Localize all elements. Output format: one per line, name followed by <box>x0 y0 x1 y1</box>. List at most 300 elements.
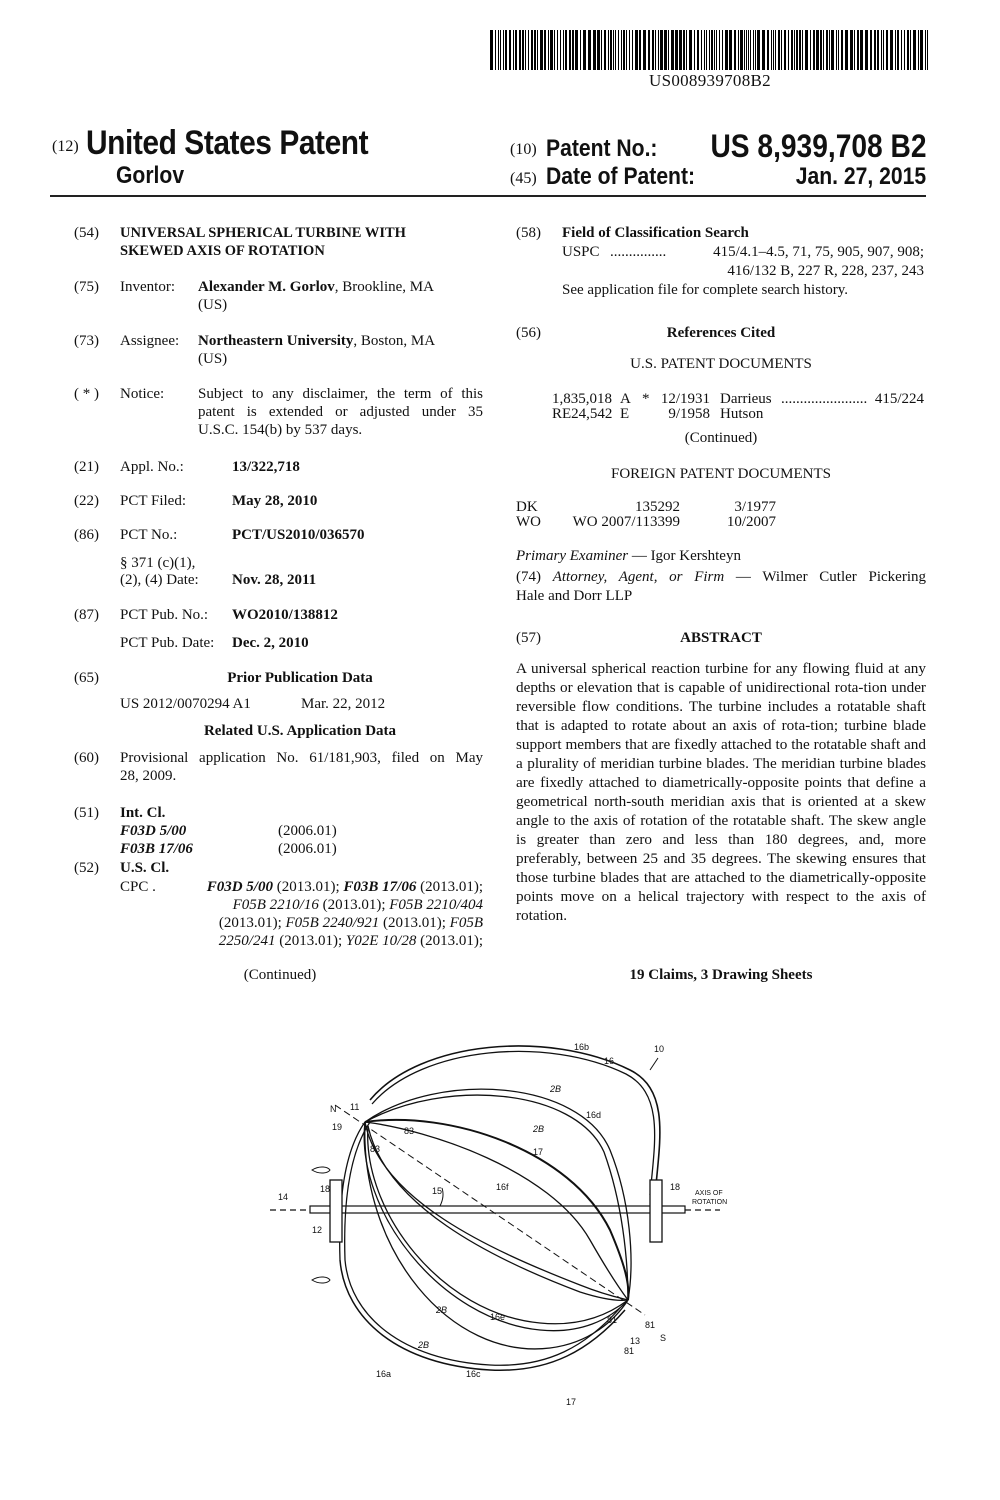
blade-16f <box>365 1122 628 1300</box>
barcode-bar <box>746 30 747 70</box>
barcode-bar <box>604 30 606 70</box>
doc-code: (12) <box>52 138 79 155</box>
cpc-prefix: CPC . <box>120 879 156 895</box>
field-code: (58) <box>516 225 541 241</box>
barcode-bar <box>509 30 511 70</box>
patent-title-line2: SKEWED AXIS OF ROTATION <box>120 243 325 259</box>
barcode-bar <box>826 30 828 70</box>
barcode-bar <box>709 30 710 70</box>
label-19: 19 <box>332 1122 343 1132</box>
barcode-bar <box>689 30 692 70</box>
intcl-version: (2006.01) <box>278 841 337 857</box>
barcode-bar <box>601 30 602 70</box>
barcode-bar <box>575 30 578 70</box>
field-heading: Field of Classification Search <box>562 225 749 241</box>
barcode-bar <box>802 30 803 70</box>
cpc-class: F03B 17/06 <box>343 879 417 895</box>
pct-pub-code: (87) <box>74 607 99 623</box>
barcode-bar <box>537 30 538 70</box>
barcode-bar <box>799 30 801 70</box>
barcode-bar <box>565 30 567 70</box>
barcode-bar <box>500 30 501 70</box>
barcode-bar <box>613 30 614 70</box>
barcode-bar <box>711 30 713 70</box>
us-doc-date: 12/1931 <box>660 391 710 407</box>
shaft <box>310 1206 685 1213</box>
cpc-line2 <box>120 897 483 914</box>
barcode-bar <box>593 30 596 70</box>
barcode-bar <box>621 30 622 70</box>
barcode-bar <box>722 30 723 70</box>
foreign-doc-number: 135292 <box>635 499 680 515</box>
barcode-bar <box>925 30 926 70</box>
inventor-surname: Gorlov <box>116 162 185 189</box>
cpc-line3 <box>120 915 483 932</box>
refs-code: (56) <box>516 325 541 341</box>
label-16c: 16c <box>466 1369 481 1379</box>
notice-code: ( * ) <box>74 386 99 402</box>
patent-no-label: Patent No.: <box>546 135 658 162</box>
barcode-bar <box>877 30 879 70</box>
foreign-doc-country: DK <box>516 499 538 515</box>
barcode-bar <box>610 30 612 70</box>
uscl-label: U.S. Cl. <box>120 860 170 876</box>
barcode-bar <box>781 30 782 70</box>
label-2b: 2B <box>533 1124 545 1134</box>
barcode-bar <box>643 30 646 70</box>
us-docs-heading: U.S. PATENT DOCUMENTS <box>630 356 812 372</box>
label-81: 81 <box>624 1346 635 1356</box>
barcode-bar <box>748 30 749 70</box>
label-16: 16 <box>604 1056 615 1066</box>
refs-heading: References Cited <box>666 325 776 341</box>
label-16e: 16e <box>490 1312 506 1322</box>
barcode-bar <box>767 30 769 70</box>
barcode-bar <box>860 30 863 70</box>
label-s: S <box>660 1333 667 1343</box>
attorney-firm-line1: Wilmer Cutler Pickering <box>762 569 926 585</box>
cpc-class: F05B <box>449 915 483 931</box>
blade-16a <box>340 1260 625 1370</box>
pct-no-code: (86) <box>74 527 99 543</box>
barcode-bar <box>865 30 868 70</box>
barcode-bar <box>740 30 743 70</box>
us-doc-number: 1,835,018 <box>552 391 612 407</box>
barcode-bar <box>775 30 776 70</box>
inventor-code: (75) <box>74 279 99 295</box>
label-83: 83 <box>404 1126 415 1136</box>
date-code: (45) <box>510 170 537 187</box>
barcode-bar <box>540 30 543 70</box>
barcode-bar <box>554 30 555 70</box>
barcode-bar <box>788 30 789 70</box>
uspc-label: USPC <box>562 244 600 260</box>
label-16b: 16b <box>574 1042 590 1052</box>
doc-type: United States Patent <box>86 124 369 162</box>
assignee-location: , Boston, MA <box>353 333 436 349</box>
label-11: 11 <box>350 1102 360 1112</box>
label-2b: 2B <box>436 1305 448 1315</box>
barcode-bar <box>513 30 514 70</box>
us-doc-name: Hutson <box>720 406 764 422</box>
us-doc-star: * <box>642 391 650 407</box>
barcode-bar <box>757 30 760 70</box>
uspc-line2: 416/132 B, 227 R, 228, 237, 243 <box>727 263 924 279</box>
provisional-line1: Provisional application No. 61/181,903, filed on May <box>120 750 483 766</box>
barcode-bar <box>668 30 669 70</box>
cpc-version: (2013.01); <box>416 879 483 895</box>
label-18: 18 <box>320 1184 331 1194</box>
barcode-bar <box>920 30 923 70</box>
barcode-bar <box>918 30 919 70</box>
barcode-bar <box>531 30 533 70</box>
foreign-doc-country: WO <box>516 514 541 530</box>
barcode-bar <box>490 30 493 70</box>
barcode-bar <box>664 30 667 70</box>
pct-filed-date: May 28, 2010 <box>232 493 318 509</box>
barcode-bar <box>901 30 902 70</box>
barcode-bar <box>704 30 705 70</box>
barcode-bar <box>706 30 707 70</box>
date-label: Date of Patent: <box>546 163 696 190</box>
barcode-bar <box>729 30 732 70</box>
abstract-code: (57) <box>516 630 541 646</box>
barcode-bar <box>563 30 564 70</box>
assignee-code: (73) <box>74 333 99 349</box>
barcode-bar <box>701 30 702 70</box>
barcode-bar <box>927 30 928 70</box>
prior-heading: Prior Publication Data <box>227 670 373 686</box>
barcode-bar <box>762 30 765 70</box>
barcode-bar <box>534 30 536 70</box>
label-15: 15 <box>432 1186 443 1196</box>
barcode-bar <box>503 30 504 70</box>
examiner-sep: — <box>628 548 651 564</box>
barcode-bar <box>886 30 888 70</box>
barcode-bar <box>719 30 720 70</box>
patent-date: Jan. 27, 2015 <box>795 163 926 190</box>
label-14: 14 <box>278 1192 289 1202</box>
blade-16e <box>365 1122 628 1300</box>
barcode-bar <box>831 30 834 70</box>
us-doc-date: 9/1958 <box>668 406 710 422</box>
inventor-label: Inventor: <box>120 279 175 295</box>
notice-line3: U.S.C. 154(b) by 537 days. <box>198 422 363 438</box>
barcode-bar <box>515 30 517 70</box>
barcode-bar <box>588 30 591 70</box>
intcl-class: F03D 5/00 <box>120 823 187 839</box>
barcode-bar <box>895 30 896 70</box>
barcode-bar <box>557 30 558 70</box>
barcode-bar <box>583 30 586 70</box>
related-heading: Related U.S. Application Data <box>203 723 397 739</box>
barcode-bar <box>498 30 499 70</box>
us-doc-dots: ....................... <box>781 391 868 407</box>
pct-pub-date-label: PCT Pub. Date: <box>120 635 215 651</box>
barcode-bar <box>495 30 496 70</box>
barcode-bar <box>725 30 728 70</box>
attorney-code: (74) <box>516 569 553 585</box>
us-doc-number: RE24,542 <box>552 406 613 422</box>
barcode-bar <box>686 30 687 70</box>
barcode <box>490 30 930 70</box>
examiner-label: Primary Examiner <box>516 548 629 564</box>
uscl-code: (52) <box>74 860 99 876</box>
prior-publication: US 2012/0070294 A1 <box>120 696 251 712</box>
barcode-bar <box>881 30 882 70</box>
inventor-location: , Brookline, MA <box>334 279 434 295</box>
label-rotation: ROTATION <box>692 1199 728 1206</box>
notice-line2: patent is extended or adjusted under 35 <box>198 404 483 420</box>
cpc-version: (2013.01); <box>416 933 483 949</box>
notice-line1: Subject to any disclaimer, the term of this <box>198 386 483 402</box>
barcode-bar <box>850 30 853 70</box>
barcode-bar <box>816 30 819 70</box>
header-rule <box>50 195 926 197</box>
cpc-version: (2013.01); <box>275 933 346 949</box>
label-2b: 2B <box>550 1084 562 1094</box>
barcode-bar <box>744 30 745 70</box>
barcode-bar <box>755 30 756 70</box>
barcode-bar <box>870 30 872 70</box>
label-16a: 16a <box>376 1369 392 1379</box>
left-continued: (Continued) <box>243 967 317 983</box>
barcode-bar <box>697 30 699 70</box>
label-81: 81 <box>607 1315 618 1325</box>
label-17: 17 <box>533 1147 544 1157</box>
barcode-bar <box>857 30 859 70</box>
s371-label-line1: § 371 (c)(1), <box>120 555 196 571</box>
label-18: 18 <box>670 1182 681 1192</box>
barcode-bar <box>784 30 786 70</box>
label-83: 83 <box>370 1144 381 1154</box>
barcode-bar <box>845 30 848 70</box>
us-docs-continued: (Continued) <box>684 430 758 446</box>
hub-right <box>650 1180 662 1242</box>
intcl-class: F03B 17/06 <box>120 841 193 857</box>
pct-filed-label: PCT Filed: <box>120 493 186 509</box>
s371-date: Nov. 28, 2011 <box>232 572 317 588</box>
pct-number: PCT/US2010/036570 <box>232 527 365 543</box>
title-code: (54) <box>74 225 99 241</box>
us-doc-class: 415/224 <box>874 391 924 407</box>
label-2b: 2B <box>418 1340 430 1350</box>
patent-number: US 8,939,708 B2 <box>709 128 926 164</box>
barcode-bar <box>794 30 795 70</box>
barcode-bar <box>597 30 600 70</box>
barcode-bar <box>671 30 674 70</box>
barcode-bar <box>829 30 830 70</box>
foreign-doc-date: 3/1977 <box>734 499 776 515</box>
cpc-class: Y02E 10/28 <box>345 933 417 949</box>
label-16d: 16d <box>586 1110 602 1120</box>
barcode-bar <box>791 30 793 70</box>
barcode-bar <box>773 30 774 70</box>
barcode-bar <box>890 30 893 70</box>
label-17: 17 <box>566 1397 577 1407</box>
barcode-bar <box>569 30 571 70</box>
barcode-bar <box>753 30 754 70</box>
notice-label: Notice: <box>120 386 165 402</box>
barcode-bar <box>648 30 650 70</box>
us-doc-kind: A <box>620 391 631 407</box>
barcode-bar <box>660 30 663 70</box>
intcl-version: (2006.01) <box>278 823 337 839</box>
barcode-bar <box>771 30 772 70</box>
barcode-bar <box>813 30 815 70</box>
barcode-bar <box>544 30 546 70</box>
barcode-bar <box>836 30 837 70</box>
barcode-bar <box>716 30 717 70</box>
barcode-bar <box>904 30 905 70</box>
barcode-bar <box>629 30 630 70</box>
blade-17 <box>365 1120 628 1300</box>
barcode-bar <box>738 30 739 70</box>
barcode-bar <box>548 30 549 70</box>
turbine-drawing <box>250 1030 750 1407</box>
barcode-bar <box>734 30 736 70</box>
barcode-bar <box>820 30 822 70</box>
inventor-value <box>198 279 434 296</box>
abstract-text: A universal spherical reaction turbine for any flowing fluid at any depths or elevation that is capable of unidirectional rota-tion under reversible flow conditions. The turbine includes a rotatable shaft that is adapted to rotate about an axis of rota-tion; turbine blade support members that are fixedly attached to the rotatable shaft and a plurality of meridian turbine blades. The meridian turbine blades are fixedly attached to diametrically-opposite points that define a geometrical north-south meridian axis that is oriented at a skew angle to the axis of rotation of the rotatable shaft. The skew angle is greater than zero and less than 180 degrees, and, more preferably, between 25 and 35 degrees. The skewing ensures that those turbine blades that are attached to the diametrically-opposite points move on a helical trajectory with respect to the axis of rotation. <box>516 660 926 924</box>
uspc-dots: ............... <box>610 244 667 260</box>
barcode-bar <box>679 30 682 70</box>
cpc-class: F05B 2210/404 <box>389 897 483 913</box>
barcode-number: US008939708B2 <box>649 71 771 90</box>
hub-left <box>330 1180 342 1242</box>
search-note: See application file for complete search history. <box>562 282 849 298</box>
label-81: 81 <box>645 1320 656 1330</box>
foreign-docs-heading: FOREIGN PATENT DOCUMENTS <box>610 466 832 482</box>
barcode-bar <box>854 30 855 70</box>
label-axis-of: AXIS OF <box>695 1190 723 1197</box>
barcode-bar <box>796 30 798 70</box>
barcode-bar <box>560 30 561 70</box>
s371-label-line2: (2), (4) Date: <box>120 572 199 588</box>
barcode-bar <box>626 30 627 70</box>
assignee-label: Assignee: <box>120 333 180 349</box>
barcode-bar <box>694 30 695 70</box>
assignee-value <box>198 333 435 350</box>
cpc-class: F05B 2240/921 <box>285 915 380 931</box>
provisional-line2: 28, 2009. <box>120 768 177 784</box>
barcode-bar <box>519 30 521 70</box>
cpc-line4 <box>120 933 483 950</box>
barcode-bar <box>525 30 526 70</box>
label-12: 12 <box>312 1225 323 1235</box>
pct-filed-code: (22) <box>74 493 99 509</box>
barcode-bar <box>572 30 574 70</box>
uspc-line1: 415/4.1–4.5, 71, 75, 905, 907, 908; <box>713 244 924 260</box>
inventor-name: Alexander M. Gorlov <box>198 279 335 295</box>
barcode-bar <box>907 30 909 70</box>
cpc-class: F05B 2210/16 <box>232 897 319 913</box>
barcode-bar <box>810 30 811 70</box>
barcode-bar <box>608 30 609 70</box>
barcode-bar <box>683 30 685 70</box>
appl-number: 13/322,718 <box>232 459 300 475</box>
barcode-bar <box>623 30 625 70</box>
barcode-bar <box>883 30 884 70</box>
label-13: 13 <box>630 1336 641 1346</box>
label-16f: 16f <box>496 1182 509 1192</box>
appl-code: (21) <box>74 459 99 475</box>
barcode-bar <box>522 30 524 70</box>
prior-date: Mar. 22, 2012 <box>301 696 386 712</box>
label-n: N <box>330 1104 337 1114</box>
foreign-doc-date: 10/2007 <box>726 514 776 530</box>
assignee-country: (US) <box>198 351 228 367</box>
attorney-sep: — <box>724 569 763 585</box>
attorney-label: Attorney, Agent, or Firm <box>552 569 725 585</box>
patent-title-line1: UNIVERSAL SPHERICAL TURBINE WITH <box>120 225 406 241</box>
intcl-code: (51) <box>74 805 99 821</box>
pct-no-label: PCT No.: <box>120 527 178 543</box>
examiner-name: Igor Kershteyn <box>650 548 741 564</box>
cpc-class: F03D 5/00 <box>206 879 273 895</box>
barcode-bar <box>655 30 656 70</box>
barcode-bar <box>913 30 916 70</box>
pct-pub-label: PCT Pub. No.: <box>120 607 209 623</box>
barcode-bar <box>910 30 911 70</box>
cpc-line1 <box>120 879 483 896</box>
prior-code: (65) <box>74 670 99 686</box>
appl-label: Appl. No.: <box>120 459 184 475</box>
us-doc-kind: E <box>620 406 630 422</box>
barcode-bar <box>805 30 808 70</box>
pct-pub-date: Dec. 2, 2010 <box>232 635 309 651</box>
barcode-bar <box>635 30 638 70</box>
barcode-bar <box>505 30 507 70</box>
barcode-bar <box>618 30 619 70</box>
cpc-version: (2013.01); <box>318 897 390 913</box>
cpc-version: (2013.01); <box>272 879 344 895</box>
assignee-name: Northeastern University <box>198 333 354 349</box>
pct-pub-number: WO2010/138812 <box>232 607 338 623</box>
barcode-bar <box>838 30 839 70</box>
patent-no-code: (10) <box>510 141 537 158</box>
barcode-bar <box>714 30 715 70</box>
abstract-heading: ABSTRACT <box>680 630 762 646</box>
barcode-bar <box>632 30 633 70</box>
barcode-bar <box>615 30 616 70</box>
us-doc-name: Darrieus <box>720 391 772 407</box>
barcode-bar <box>652 30 654 70</box>
cpc-version: (2013.01); <box>379 915 450 931</box>
barcode-bar <box>841 30 843 70</box>
blade-16c <box>364 1122 628 1331</box>
label-10: 10 <box>654 1044 665 1054</box>
primary-examiner <box>516 548 741 565</box>
barcode-bar <box>580 30 581 70</box>
foreign-doc-number: WO 2007/113399 <box>572 514 680 530</box>
barcode-bar <box>550 30 553 70</box>
barcode-bar <box>750 30 751 70</box>
intcl-label: Int. Cl. <box>120 805 166 821</box>
inventor-country: (US) <box>198 297 228 313</box>
barcode-bar <box>658 30 659 70</box>
barcode-bar <box>778 30 780 70</box>
barcode-bar <box>675 30 678 70</box>
provisional-code: (60) <box>74 750 99 766</box>
attorney-line1 <box>516 569 926 586</box>
barcode-bar <box>823 30 824 70</box>
cpc-class: 2250/241 <box>218 933 276 949</box>
cpc-version: (2013.01); <box>218 915 286 931</box>
barcode-bar <box>639 30 641 70</box>
barcode-bar <box>897 30 899 70</box>
claims-summary: 19 Claims, 3 Drawing Sheets <box>629 967 813 983</box>
